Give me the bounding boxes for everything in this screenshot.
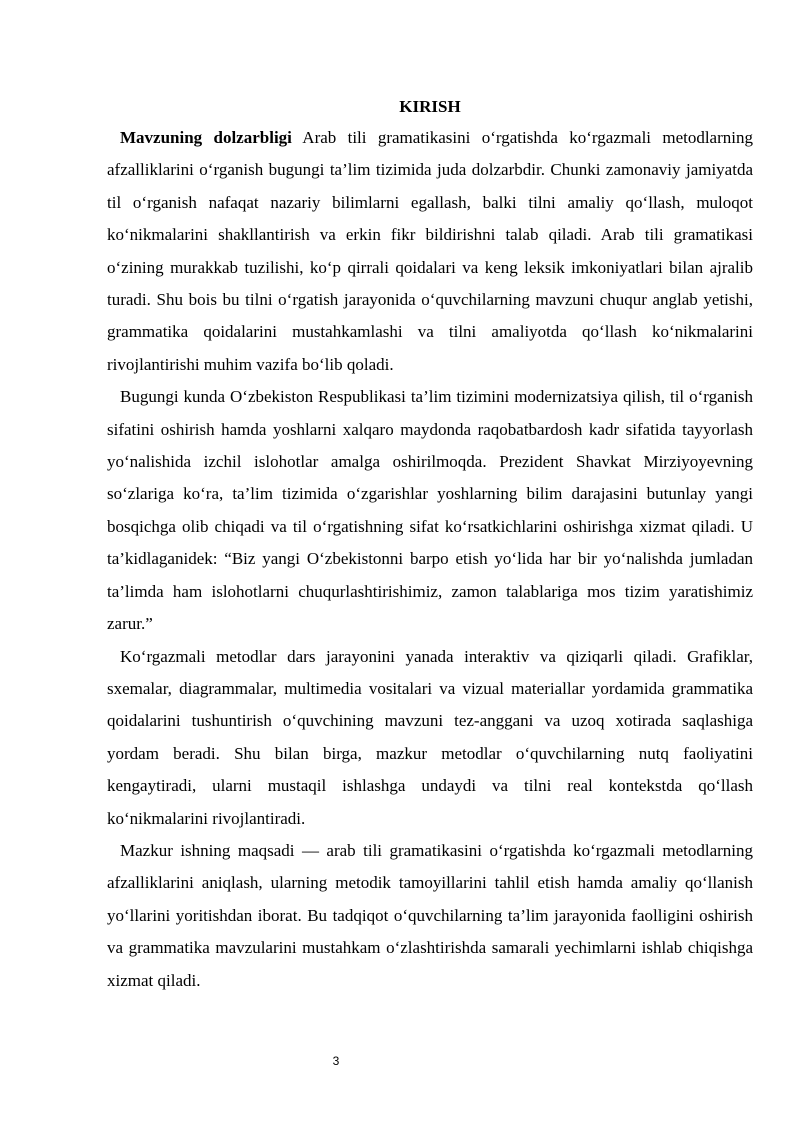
paragraph-text: Mazkur ishning maqsadi — arab tili gramatikasini o‘rgatishda ko‘rgazmali metodlarning afzalliklarini aniqlash, ularning metodik tamoyillarini tahlil etish hamda amaliy qo‘llanish yo‘llarini yoritishdan iborat. Bu tadqiqot o‘quvchilarning ta’lim jarayonida faolligini oshirish va grammatika mavzularini mustahkam o‘zlashtirishda samarali yechimlarni ishlab chiqishga xizmat qiladi. [107,840,753,990]
paragraph-text: Bugungi kunda O‘zbekiston Respublikasi ta’lim tizimini modernizatsiya qilish, til o‘rganish sifatini oshirish hamda yoshlarni xalqaro maydonda raqobatbardosh kadr sifatida tayyorlash yo‘nalishida izchil islohotlar amalga oshirilmoqda. Prezident Shavkat Mirziyoyevning so‘zlariga ko‘ra, ta’lim tizimida o‘zgarishlar yoshlarning bilim darajasini butunlay yangi bosqichga olib chiqadi va til o‘rgatishning sifat ko‘rsatkichlarini oshirishga xizmat qiladi. U ta’kidlaganidek: “Biz yangi O‘zbekistonni barpo etish yo‘lida har bir yo‘nalishda jumladan ta’limda ham islohotlarni chuqurlashtirishimiz, zamon talablariga mos tizim yaratishimiz zarur.” [107,387,753,634]
paragraph-lead: Mavzuning dolzarbligi [120,128,292,147]
paragraph-text: Ko‘rgazmali metodlar dars jarayonini yanada interaktiv va qiziqarli qiladi. Grafiklar, sxemalar, diagrammalar, multimedia vositalari va vizual materiallar yordamida grammatika qoidalarini tushuntirish o‘quvchining mavzuni tez-anggani va uzoq xotirada saqlashiga yordam beradi. Shu bilan birga, mazkur metodlar o‘quvchilarning nutq faoliyatini kengaytiradi, ularni mustaqil ishlashga undaydi va tilni real kontekstda qo‘llash ko‘nikmalarini rivojlantiradi. [107,646,753,828]
page-content [107,92,753,997]
paragraph-visual-methods [107,641,753,835]
page-number: 3 [332,1054,340,1068]
paragraph-text: Arab tili gramatikasini o‘rgatishda ko‘rgazmali metodlarning afzalliklarini o‘rganish bugungi ta’lim tizimida juda dolzarbdir. Chunki zamonaviy jamiyatda til o‘rganish nafaqat nazariy bilimlarni egallash, balki tilni amaliy qo‘llash, muloqot ko‘nikmalarini shakllantirish va erkin fikr bildirishni talab qiladi. Arab tili gramatikasi o‘zining murakkab tuzilishi, ko‘p qirrali qoidalari va keng leksik imkoniyatlari bilan ajralib turadi. Shu bois bu tilni o‘rgatish jarayonida o‘quvchilarning mavzuni chuqur anglab yetishi, grammatika qoidalarini mustahkamlashi va tilni amaliyotda qo‘llash ko‘nikmalarini rivojlantirishi muhim vazifa bo‘lib qoladi. [107,128,753,374]
section-heading: KIRISH [399,97,461,116]
paragraph-goal [107,835,753,997]
paragraph-reforms [107,381,753,640]
paragraph-relevance [107,122,753,381]
